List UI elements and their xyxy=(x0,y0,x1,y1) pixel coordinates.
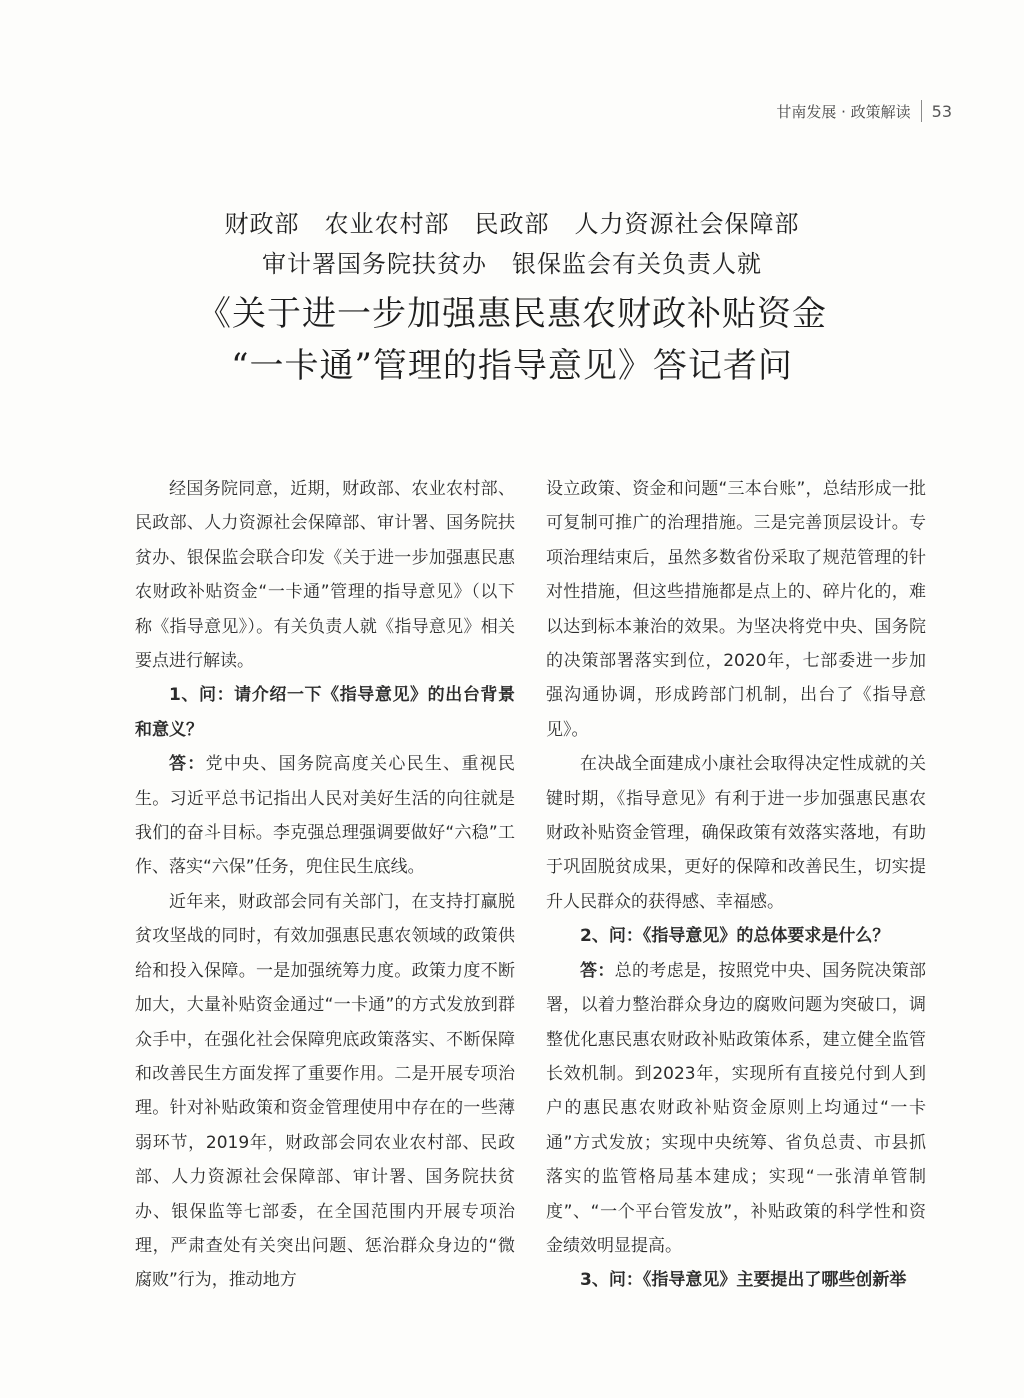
page-number: 53 xyxy=(931,101,952,121)
left-column xyxy=(135,472,515,1298)
intro-paragraph: 经国务院同意，近期，财政部、农业农村部、民政部、人力资源社会保障部、审计署、国务院扶贫办、银保监会联合印发《关于进一步加强惠民惠农财政补贴资金“一卡通”管理的指导意见》（以下称《指导意见》）。有关负责人就《指导意见》相关要点进行解读。 xyxy=(135,479,515,672)
title-line-2: 审计署国务院扶贫办 银保监会有关负责人就 xyxy=(262,250,762,278)
running-header xyxy=(776,100,952,122)
section-title: 甘南发展 · 政策解读 xyxy=(776,102,911,121)
body-paragraph: 近年来，财政部会同有关部门，在支持打赢脱贫攻坚战的同时，有效加强惠民惠农领域的政策供给和投入保障。一是加强统筹力度。政策力度不断加大，大量补贴资金通过“一卡通”的方式发放到群众手中，在强化社会保障兜底政策落实、不断保障和改善民生方面发挥了重要作用。二是开展专项治理。针对补贴政策和资金管理使用中存在的一些薄弱环节，2019年，财政部会同农业农村部、民政部、人力资源社会保障部、审计署、国务院扶贫办、银保监等七部委，在全国范围内开展专项治理，严肃查处有关突出问题、惩治群众身边的“微腐败”行为，推动地方 xyxy=(135,891,515,1291)
answer-1-text: 党中央、国务院高度关心民生、重视民生。习近平总书记指出人民对美好生活的向往就是我们的奋斗目标。李克强总理强调要做好“六稳”工作、落实“六保”任务，兜住民生底线。 xyxy=(135,754,516,878)
answer-1 xyxy=(135,747,515,885)
body-paragraph: 在决战全面建成小康社会取得决定性成就的关键时期，《指导意见》有利于进一步加强惠民惠农财政补贴资金管理，确保政策有效落实落地，有助于巩固脱贫成果，更好的保障和改善民生，切实提升人民群众的获得感、幸福感。 xyxy=(546,754,926,912)
answer-2 xyxy=(546,954,926,1264)
answer-label: 答： xyxy=(169,754,206,775)
title-line-4: “一卡通”管理的指导意见》答记者问 xyxy=(231,346,793,386)
question-3: 3、问：《指导意见》主要提出了哪些创新举 xyxy=(580,1270,907,1291)
article-title xyxy=(0,204,1024,392)
answer-2-text: 总的考虑是，按照党中央、国务院决策部署，以着力整治群众身边的腐败问题为突破口，调整优化惠民惠农财政补贴政策体系，建立健全监管长效机制。到2023年，实现所有直接兑付到人到户的惠民惠农财政补贴资金原则上均通过“一卡通”方式发放；实现中央统筹、省负总责、市县抓落实的监管格局基本建成；实现“一张清单管制度”、“一个平台管发放”，补贴政策的科学性和资金绩效明显提高。 xyxy=(546,960,927,1256)
body-paragraph-continued: 设立政策、资金和问题“三本台账”，总结形成一批可复制可推广的治理措施。三是完善顶层设计。专项治理结束后，虽然多数省份采取了规范管理的针对性措施，但这些措施都是点上的、碎片化的，难以达到标本兼治的效果。为坚决将党中央、国务院的决策部署落实到位，2020年，七部委进一步加强沟通协调，形成跨部门机制，出台了《指导意见》。 xyxy=(546,479,926,740)
question-2: 2、问：《指导意见》的总体要求是什么？ xyxy=(580,926,890,947)
question-1: 1、问：请介绍一下《指导意见》的出台背景和意义？ xyxy=(135,685,515,740)
header-divider xyxy=(921,100,922,122)
title-line-1: 财政部 农业农村部 民政部 人力资源社会保障部 xyxy=(224,210,800,238)
title-line-3: 《关于进一步加强惠民惠农财政补贴资金 xyxy=(197,294,827,334)
right-column xyxy=(546,472,926,1298)
answer-label: 答： xyxy=(580,960,615,981)
